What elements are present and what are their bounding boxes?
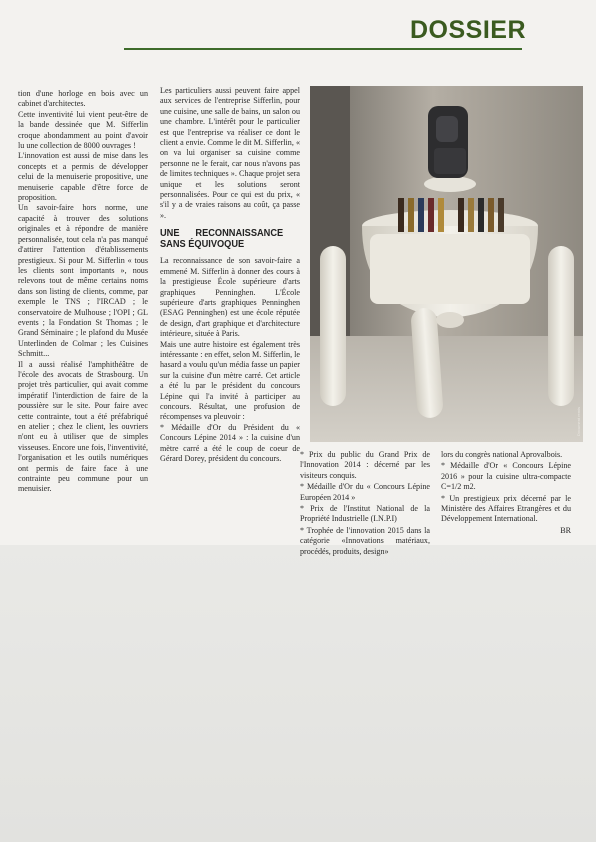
award-item: * Médaille d'Or « Concours Lépine 2016 » pour la cuisine ultra-compacte C=1/2 m2. <box>441 461 571 492</box>
underlying-page <box>0 545 596 842</box>
author-signature: BR <box>560 525 571 535</box>
award-item: lors du congrès national Aprovalbois. <box>441 450 563 459</box>
article-column-2 <box>160 86 300 464</box>
kitchen-unit-illustration <box>310 86 583 442</box>
awards-list-2 <box>441 450 571 536</box>
awards-list-1 <box>300 450 430 558</box>
paragraph: Les particuliers aussi peuvent faire appel aux services de l'entreprise Sifferlin, pour une cuisine, une salle de bains, un salon ou une chambre. L'intérêt pour le particulier est que l'entreprise va réaliser ce dont le client a envie. Comme le dit M. Sifferlin, « on va lui organiser sa cuisine comme personne ne le ferait, car nous n'avons pas de limites techniques ». Chaque projet sera unique et les solutions seront personnalisées. Pour ce qui est du prix, « s'il y a de vraies raisons au coût, ça passe ». <box>160 86 300 220</box>
award-item: * Prix du public du Grand Prix de l'Innovation 2014 : décerné par les visiteurs conquis. <box>300 450 430 480</box>
header-rule <box>124 48 522 50</box>
kitchen-unit-photo <box>310 86 583 442</box>
award-item: * Médaille d'Or du « Concours Lépine Européen 2014 » <box>300 482 430 502</box>
paragraph: Cette inventivité lui vient peut-être de la bande dessinée que M. Sifferlin croque abondamment au point d'avoir lu une collection de 8000 ouvrages ! <box>18 109 148 151</box>
award-item: * Un prestigieux prix décerné par le Ministère des Affaires Etrangères et du Développement International. <box>441 493 571 524</box>
paragraph: * Médaille d'Or du Président du « Concours Lépine 2014 » : la cuisine d'un mètre carré a été le coup de coeur de Gérard Dorey, président du concours. <box>160 422 300 463</box>
award-item: * Trophée de l'innovation 2015 dans la catégorie «Innovations matériaux, procédés, produits, design» <box>300 525 430 556</box>
paragraph: tion d'une horloge en bois avec un cabinet d'architectes. <box>18 89 148 109</box>
section-label: DOSSIER <box>409 16 526 44</box>
paragraph: La reconnaissance de son savoir-faire a emmené M. Sifferlin à donner des cours à la prestigieuse École supérieure d'arts graphiques Penninghen. L'École supérieure d'arts graphiques Penninghen (ESAG Penninghen) est une école réputée de design, d'art graphique et d'architecture intérieure, située à Paris. <box>160 256 300 339</box>
article-column-1 <box>18 89 148 495</box>
paragraph: L'innovation est aussi de mise dans les concepts et a permis de développer celui de la menuiserie propositive, une menuiserie capable d'être force de proposition. <box>18 151 148 203</box>
paragraph: Mais une autre histoire est également très intéressante : en effet, selon M. Sifferlin, le hasard a voulu qu'un média fasse un papier sur la cuisine d'un mètre carré. Cet article a été lu par le président du concours Lépine qui l'a invité à participer au concours. Résultat, une profusion de récompenses va pleuvoir : <box>160 339 300 422</box>
section-heading: UNE RECONNAISSANCE SANS ÉQUIVOQUE <box>160 227 284 251</box>
award-item: * Prix de l'Institut National de la Propriété Industrielle (I.N.P.I) <box>300 504 430 524</box>
paragraph: Il a aussi réalisé l'amphithéâtre de l'école des avocats de Strasbourg. Un projet très particulier, qui avait comme impératif l'interdiction de faire de la poussière sur le site. Pour faire avec cette contrainte, tout a été préfabriqué en atelier ; chez le client, les ouvriers n'ont eu à utiliser que de simples visseuses. Encore une fois, l'inventivité, l'organisation et les outils numériques ont permis de faire face à une contrainte peu commune pour un menuisier. <box>18 359 148 494</box>
paragraph: Un savoir-faire hors norme, une capacité à trouver des solutions originales et à répondre de manière personnalisée, tout cela n'a pas manqué d'attirer l'attention d'établissements prestigieux. Si pour M. Sifferlin « tous les clients sont importants », nous relevons tout de même certains noms dans son listing de clients, comme, par exemple le TNS ; l'IRCAD ; le conservatoire de Mulhouse ; l'OPI ; GL events ; la Fondation St Thomas ; le Grand Séminaire ; le plafond du Musée Unterlinden de Colmar ; les Cuisines Schmitt... <box>18 203 148 359</box>
show-through-text <box>300 70 310 80</box>
photo-credit: Document remis <box>576 406 581 436</box>
